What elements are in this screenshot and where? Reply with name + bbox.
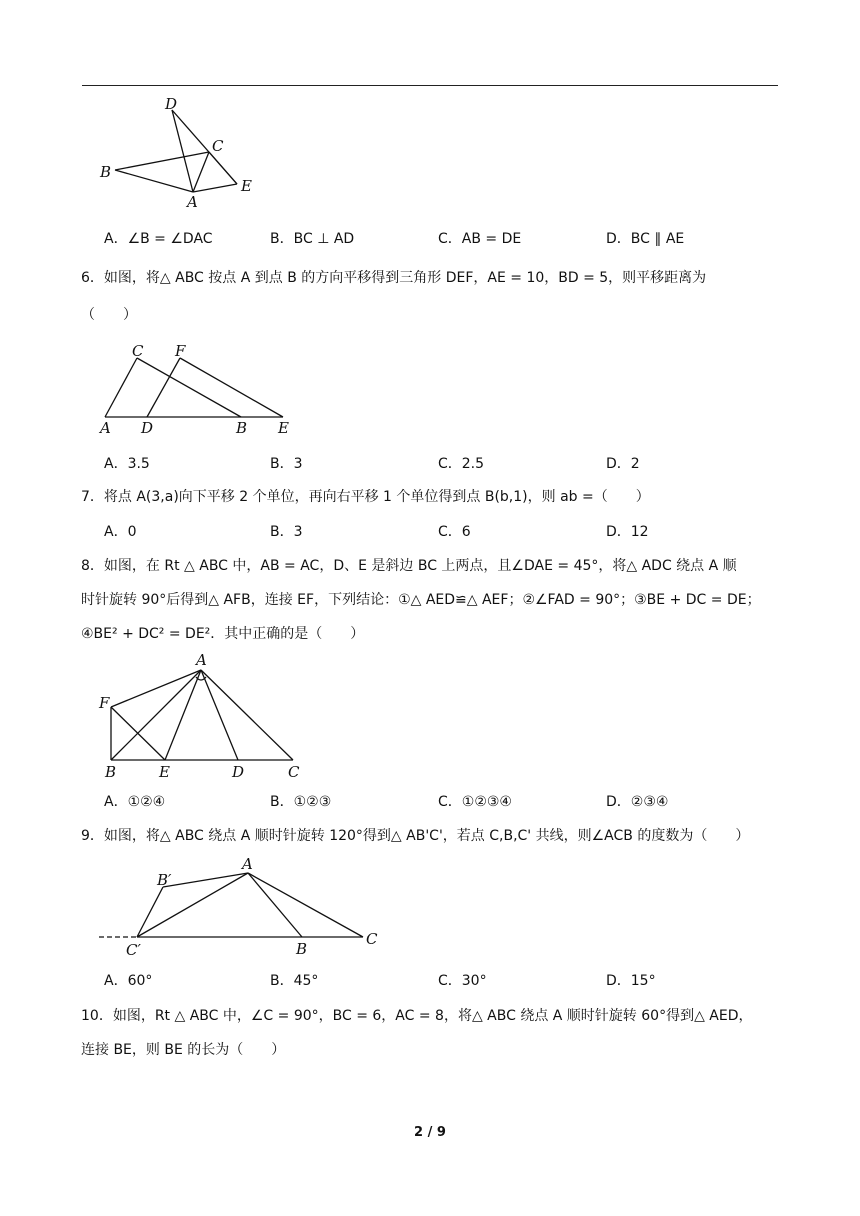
q10-text-line-1: 10．如图，Rt △ ABC 中，∠C = 90°，BC = 6，AC = 8，将△ ABC 绕点 A 顺时针旋转 60°得到△ AED， <box>81 1008 753 1024</box>
q7-options <box>104 522 784 542</box>
q9-label-c-prime: C′ <box>126 941 141 959</box>
q8-label-D: D <box>232 763 245 781</box>
q9-options <box>104 971 784 991</box>
q6-label-E: E <box>278 419 289 437</box>
q5-option-d: D．BC ∥ AE <box>606 231 685 247</box>
q6-option-c: C．2.5 <box>438 456 485 472</box>
q5-label-D: D <box>165 95 178 113</box>
q6-text-line-2: （ ） <box>81 307 137 323</box>
q6-option-d: D．2 <box>606 456 640 472</box>
q8-option-d: D．②③④ <box>606 794 669 810</box>
q5-option-b: B．BC ⊥ AD <box>270 231 355 247</box>
q8-text-line-3: ④BE² + DC² = DE²．其中正确的是（ ） <box>81 626 365 642</box>
q9-figure <box>95 850 395 962</box>
q8-options <box>104 792 784 812</box>
q9-option-d: D．15° <box>606 973 656 989</box>
q6-text-line-1: 6．如图，将△ ABC 按点 A 到点 B 的方向平移得到三角形 DEF，AE = 10，BD = 5，则平移距离为 <box>81 270 707 286</box>
q9-option-a: A．60° <box>104 973 153 989</box>
header-rule <box>82 85 778 86</box>
q8-figure <box>95 648 315 784</box>
q7-option-b: B．3 <box>270 524 303 540</box>
q7-option-a: A．0 <box>104 524 137 540</box>
q6-label-F: F <box>175 342 186 360</box>
q6-figure <box>95 340 305 440</box>
q9-label-b-prime: B′ <box>157 871 172 889</box>
q6-options <box>104 454 784 474</box>
q5-label-B: B <box>100 163 112 181</box>
q9-text-line-1: 9．如图，将△ ABC 绕点 A 顺时针旋转 120°得到△ AB'C'，若点 C,B,C' 共线，则∠ACB 的度数为（ ） <box>81 828 750 844</box>
q8-label-B: B <box>105 763 117 781</box>
q8-option-a: A．①②④ <box>104 794 166 810</box>
q5-option-a: A．∠B = ∠DAC <box>104 231 213 247</box>
q7-option-d: D．12 <box>606 524 649 540</box>
q8-text-line-1: 8．如图，在 Rt △ ABC 中，AB = AC，D、E 是斜边 BC 上两点，且∠DAE = 45°，将△ ADC 绕点 A 顺 <box>81 558 737 574</box>
q9-label-B: B <box>296 940 308 958</box>
q10-text-line-2: 连接 BE，则 BE 的长为（ ） <box>81 1042 286 1058</box>
q9-option-c: C．30° <box>438 973 487 989</box>
q6-label-B: B <box>236 419 248 437</box>
q8-label-A: A <box>196 651 207 669</box>
q6-label-C: C <box>132 342 144 360</box>
q5-label-E: E <box>241 177 252 195</box>
q8-label-E: E <box>159 763 170 781</box>
q9-label-A: A <box>242 855 253 873</box>
q8-label-F: F <box>99 694 110 712</box>
q7-option-c: C．6 <box>438 524 471 540</box>
q9-label-C: C <box>366 930 378 948</box>
q5-figure <box>95 92 265 212</box>
q5-options <box>104 229 784 249</box>
q5-option-c: C．AB = DE <box>438 231 522 247</box>
q6-label-A: A <box>100 419 111 437</box>
q7-text-line-1: 7．将点 A(3,a)向下平移 2 个单位，再向右平移 1 个单位得到点 B(b,1)，则 ab =（ ） <box>81 489 650 505</box>
q6-option-a: A．3.5 <box>104 456 150 472</box>
q6-label-D: D <box>141 419 154 437</box>
q5-label-A: A <box>187 193 198 211</box>
q8-option-c: C．①②③④ <box>438 794 512 810</box>
q8-label-C: C <box>288 763 300 781</box>
q8-option-b: B．①②③ <box>270 794 332 810</box>
page-number: 2 / 9 <box>414 1125 446 1140</box>
q6-option-b: B．3 <box>270 456 303 472</box>
q8-text-line-2: 时针旋转 90°后得到△ AFB，连接 EF，下列结论：①△ AED≌△ AEF；②∠FAD = 90°；③BE + DC = DE； <box>81 592 761 608</box>
q9-option-b: B．45° <box>270 973 319 989</box>
q5-label-C: C <box>212 137 224 155</box>
